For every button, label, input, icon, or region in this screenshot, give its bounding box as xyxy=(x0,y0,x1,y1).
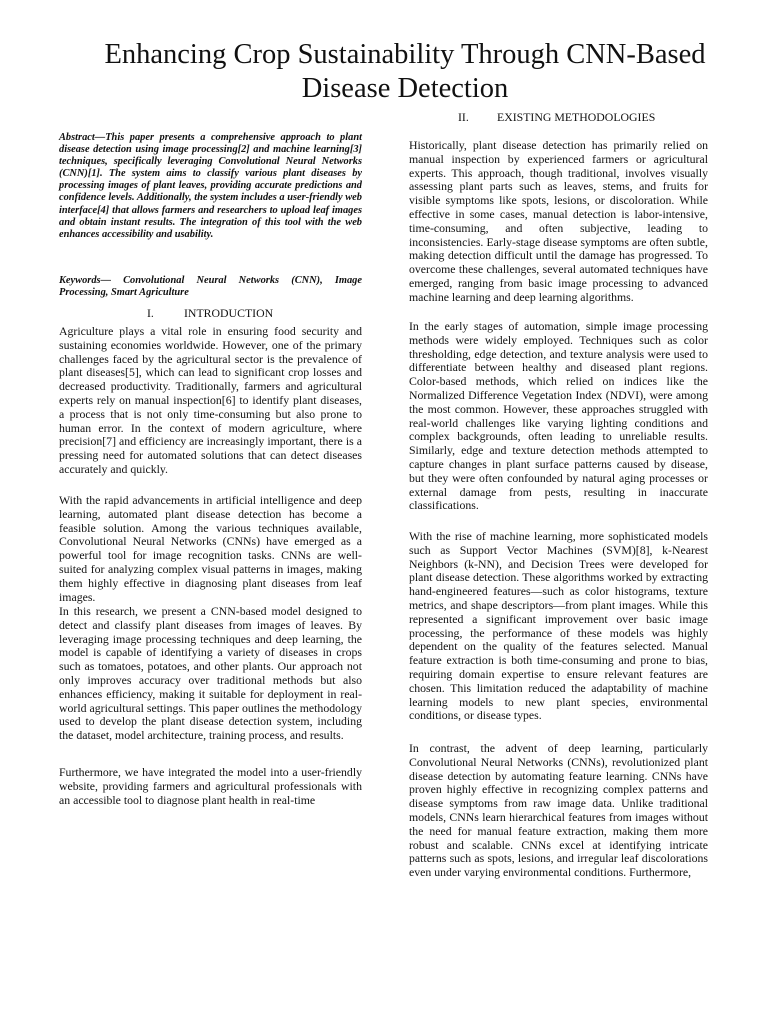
section-number: I. xyxy=(147,306,154,320)
section-heading-introduction xyxy=(147,306,273,320)
intro-paragraph: With the rapid advancements in artificial intelligence and deep learning, automated plant disease detection has become a feasible solution. Among the various techniques available, Convolutional Neural Networks (CNNs) have emerged as a powerful tool for image recognition tasks. CNNs are well-suited for analyzing complex visual patterns in images, making them highly effective in diagnosing plant diseases from leaf images. xyxy=(59,493,362,604)
abstract-text: This paper presents a comprehensive approach to plant disease detection using image processing[2] and machine learning[3] techniques, specifically leveraging Convolutional Neural Networks (CNN)[1]. The system aims to classify various plant diseases by processing images of plant leaves, providing accurate predictions and confidence levels. Additionally, the system includes a user-friendly web interface[4] that allows farmers and researchers to upload leaf images and obtain instant results. The integration of this tool with the web enhances accessibility and usability. xyxy=(59,132,362,240)
existing-paragraph: In the early stages of automation, simple image processing methods were widely employed. Techniques such as color thresholding, edge detection, and texture analysis were used to differentiate between healthy and diseased plant regions. Color-based methods, which relied on indices like the Normalized Difference Vegetation Index (NDVI), were among the most common. However, these approaches struggled with real-world challenges like varying lighting conditions and complex backgrounds, often leading to unreliable results. Similarly, edge and texture detection methods attempted to capture changes in plant surface patterns caused by disease, but they were often confounded by natural aging processes or external damage from pests, resulting in inaccurate classifications. xyxy=(409,319,708,513)
intro-paragraph: Furthermore, we have integrated the model into a user-friendly website, providing farmers and agricultural professionals with an accessible tool to diagnose plant health in real-time xyxy=(59,765,362,807)
abstract-label: Abstract— xyxy=(59,132,106,143)
intro-paragraph: In this research, we present a CNN-based model designed to detect and classify plant diseases from images of leaves. By leveraging image processing techniques and deep learning, the model is capable of identifying a variety of diseases in crops such as tomatoes, potatoes, and other plants. Our approach not only improves accuracy over traditional methods but also enhances efficiency, making it suitable for deployment in real-world agricultural settings. This paper outlines the methodology used to develop the plant disease detection system, including the dataset, model architecture, training process, and results. xyxy=(59,604,362,743)
section-title: INTRODUCTION xyxy=(184,306,274,320)
abstract xyxy=(59,132,362,241)
keywords-text: Convolutional Neural Networks (CNN), Image Processing, Smart Agriculture xyxy=(59,275,362,299)
paper-title: Enhancing Crop Sustainability Through CNN-Based Disease Detection xyxy=(104,39,706,104)
existing-paragraph: Historically, plant disease detection has primarily relied on manual inspection by experienced farmers or agricultural experts. This approach, though traditional, involves visually assessing plant parts such as leaves, stems, and fruits for visible symptoms like spots, lesions, or discoloration. While effective in some cases, manual detection is labor-intensive, time-consuming, and often subjective, leading to inconsistencies. Early-stage disease symptoms are often subtle, making detection difficult until the damage has progressed. To overcome these challenges, several automated techniques have emerged, ranging from basic image processing to advanced machine learning and deep learning algorithms. xyxy=(409,138,708,304)
section-number: II. xyxy=(458,110,469,124)
existing-paragraph: With the rise of machine learning, more sophisticated models such as Support Vector Machines (SVM)[8], k-Nearest Neighbors (k-NN), and Decision Trees were developed for plant disease detection. These algorithms worked by extracting hand-engineered features—such as color histograms, texture metrics, and shape descriptors—from plant images. While this represented a significant improvement over basic image processing, the performance of these models was highly dependent on the quality of the features selected. Manual feature extraction is both time-consuming and prone to bias, requiring domain expertise to ensure relevant features are chosen. This limitation reduced the adaptability of machine learning models to new plant species, environmental conditions, or disease types. xyxy=(409,529,708,723)
section-title: EXISTING METHODOLOGIES xyxy=(497,110,656,124)
intro-paragraph: Agriculture plays a vital role in ensuring food security and sustaining economies worldwide. However, one of the primary challenges faced by the agricultural sector is the prevalence of plant diseases[5], which can lead to significant crop losses and decreased productivity. Traditionally, farmers and agricultural experts rely on manual inspection[6] to identify plant diseases, a process that is not only time-consuming but also prone to human error. In the context of modern agriculture, where precision[7] and efficiency are increasingly important, there is a pressing need for automated solutions that can detect diseases accurately and quickly. xyxy=(59,324,362,476)
keywords xyxy=(59,275,362,299)
keywords-label: Keywords— xyxy=(59,275,111,286)
existing-paragraph: In contrast, the advent of deep learning, particularly Convolutional Neural Networks (CNNs), revolutionized plant disease detection by automating feature learning. CNNs have proven highly effective in recognizing complex patterns and disease symptoms from raw image data. Unlike traditional models, CNNs learn hierarchical features from images without the need for manual feature extraction, making them more robust and scalable. CNNs excel at identifying intricate patterns such as spots, lesions, and irregular leaf discolorations even under varying environmental conditions. Furthermore, xyxy=(409,741,708,880)
section-heading-existing xyxy=(458,110,655,124)
